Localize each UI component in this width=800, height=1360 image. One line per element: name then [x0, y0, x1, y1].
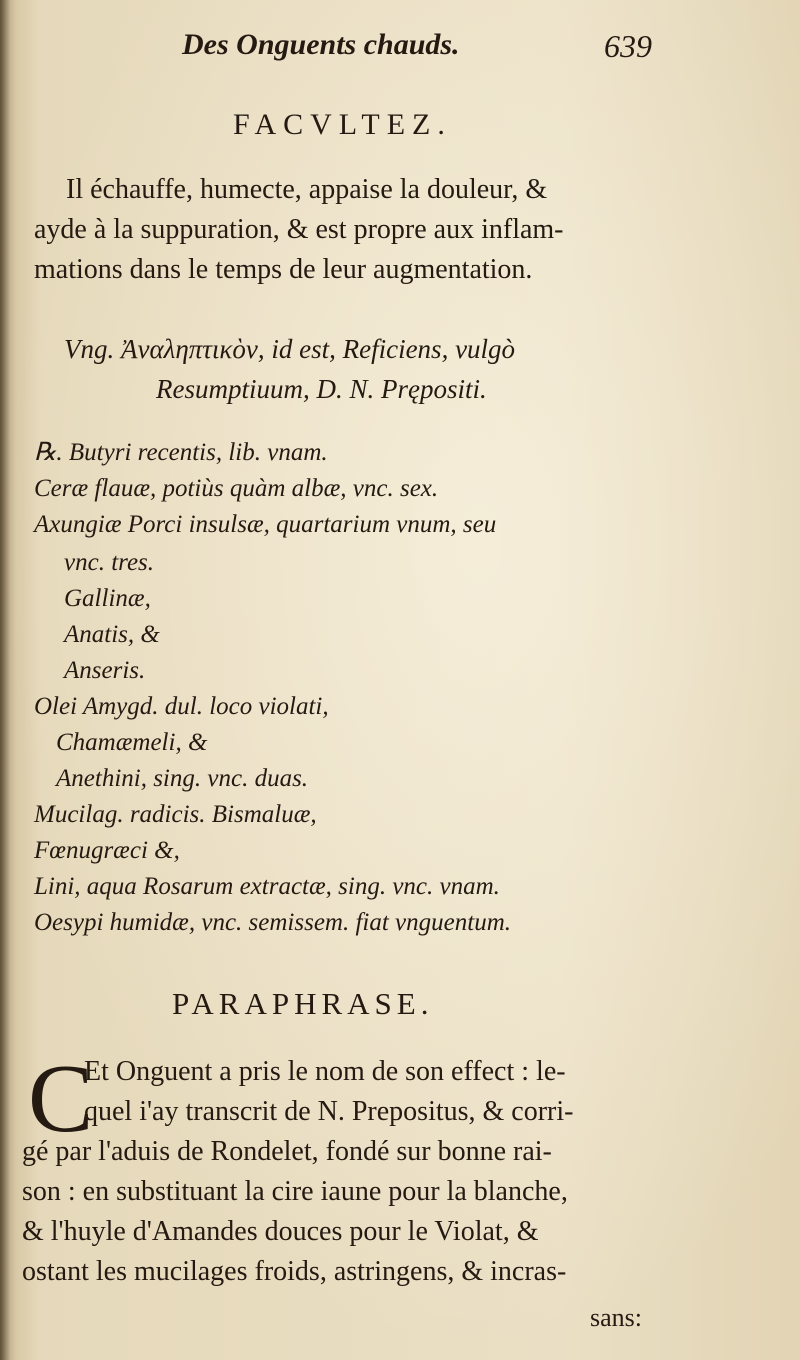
recipe-title-line: Vng. Ἀναληπτικὸν, id est, Reficiens, vulgò	[64, 334, 516, 364]
recipe-line: vnc. tres.	[64, 549, 155, 576]
recipe-line: Anseris.	[64, 657, 146, 684]
section-title: FACVLTEZ.	[233, 108, 452, 141]
faculties-line: ayde à la suppuration, & est propre aux inflam-	[34, 214, 564, 245]
paraphrase-line: son : en substituant la cire iaune pour la blanche,	[22, 1176, 568, 1207]
recipe-line: Anatis, &	[64, 621, 160, 648]
running-title: Des Onguents chauds.	[182, 28, 460, 61]
drop-cap: C	[28, 1045, 94, 1153]
recipe-line: Oesypi humidæ, vnc. semissem. fiat vnguentum.	[34, 909, 512, 936]
recipe-line: Gallinæ,	[64, 585, 151, 612]
faculties-line: Il échauffe, humecte, appaise la douleur, &	[66, 174, 548, 205]
recipe-line: ℞. Butyri recentis, lib. vnam.	[34, 439, 328, 466]
page-number: 639	[604, 28, 652, 64]
recipe-line: Ceræ flauæ, potiùs quàm albæ, vnc. sex.	[34, 475, 439, 502]
paraphrase-title: PARAPHRASE.	[172, 986, 434, 1021]
paraphrase-line: & l'huyle d'Amandes douces pour le Violat, &	[22, 1216, 539, 1247]
paraphrase-line: Et Onguent a pris le nom de son effect : le-	[84, 1056, 566, 1087]
recipe-title-line: Resumptiuum, D. N. Prępositi.	[156, 374, 487, 404]
paraphrase-line: ostant les mucilages froids, astringens, & incras-	[22, 1256, 567, 1287]
paraphrase-line: quel i'ay transcrit de N. Prepositus, & corri-	[84, 1096, 574, 1127]
recipe-line: Fœnugræci &,	[34, 837, 180, 864]
recipe-line: Mucilag. radicis. Bismaluæ,	[34, 801, 317, 828]
recipe-line: Chamæmeli, &	[56, 729, 208, 756]
recipe-line: Anethini, sing. vnc. duas.	[56, 765, 309, 792]
recipe-line: Axungiæ Porci insulsæ, quartarium vnum, seu	[34, 511, 497, 538]
recipe-line: Olei Amygd. dul. loco violati,	[34, 693, 329, 720]
catchword: sans:	[590, 1303, 642, 1332]
recipe-line: Lini, aqua Rosarum extractæ, sing. vnc. vnam.	[34, 873, 500, 900]
faculties-line: mations dans le temps de leur augmentation.	[34, 254, 533, 285]
binding-shadow	[0, 0, 10, 1360]
paraphrase-line: gé par l'aduis de Rondelet, fondé sur bonne rai-	[22, 1136, 552, 1167]
